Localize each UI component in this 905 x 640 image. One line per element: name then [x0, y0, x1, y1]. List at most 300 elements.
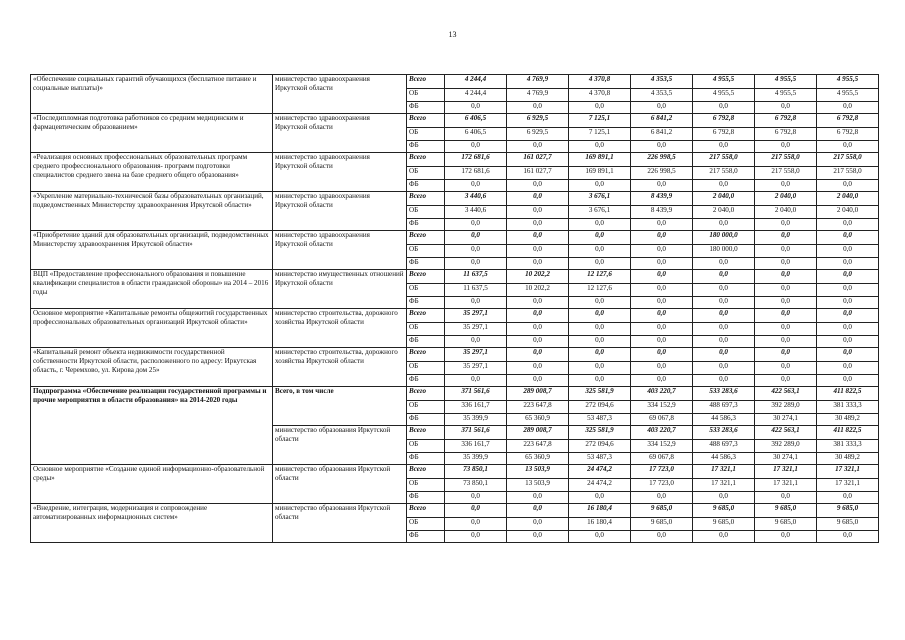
table-row [31, 348, 879, 362]
amount-cell: 223 647,8 [507, 401, 569, 414]
executor-cell: министерство образования Иркутской области [273, 465, 407, 504]
table-row [31, 270, 879, 284]
funding-type-cell: ФБ [407, 531, 445, 543]
funding-type-cell: ФБ [407, 141, 445, 153]
amount-cell: 0,0 [817, 309, 879, 323]
amount-cell: 226 998,5 [631, 153, 693, 167]
page-number: 13 [448, 30, 457, 39]
amount-cell: 73 850,1 [445, 465, 507, 479]
amount-cell: 35 399,9 [445, 414, 507, 426]
amount-cell: 4 955,5 [693, 75, 755, 89]
amount-cell: 53 487,3 [569, 414, 631, 426]
amount-cell: 0,0 [507, 245, 569, 258]
executor-cell: министерство образования Иркутской области [273, 426, 407, 465]
funding-type-cell: ОБ [407, 284, 445, 297]
amount-cell: 0,0 [817, 102, 879, 114]
amount-cell: 272 094,6 [569, 401, 631, 414]
activity-name-cell: «Внедрение, интеграция, модернизация и сопровождение автоматизированных информационных систем» [31, 504, 273, 543]
amount-cell: 3 440,6 [445, 192, 507, 206]
amount-cell: 0,0 [569, 219, 631, 231]
amount-cell: 0,0 [507, 492, 569, 504]
amount-cell: 0,0 [693, 102, 755, 114]
amount-cell: 336 161,7 [445, 440, 507, 453]
amount-cell: 0,0 [507, 231, 569, 245]
amount-cell: 0,0 [817, 375, 879, 387]
funding-type-cell: Всего [407, 387, 445, 401]
funding-type-cell: Всего [407, 348, 445, 362]
amount-cell: 0,0 [569, 258, 631, 270]
amount-cell: 9 685,0 [631, 504, 693, 518]
activity-name-cell: Основное мероприятие «Капитальные ремонты общежитий государственных профессиональных образовательных организаций Иркутской области» [31, 309, 273, 348]
funding-type-cell: ФБ [407, 219, 445, 231]
funding-type-cell: ФБ [407, 180, 445, 192]
amount-cell: 422 563,1 [755, 426, 817, 440]
amount-cell: 9 685,0 [817, 504, 879, 518]
amount-cell: 172 681,6 [445, 153, 507, 167]
executor-cell: министерство здравоохранения Иркутской области [273, 75, 407, 114]
amount-cell: 4 244,4 [445, 89, 507, 102]
amount-cell: 0,0 [693, 531, 755, 543]
amount-cell: 0,0 [755, 348, 817, 362]
amount-cell: 533 283,6 [693, 426, 755, 440]
amount-cell: 0,0 [631, 270, 693, 284]
executor-cell: министерство здравоохранения Иркутской области [273, 114, 407, 153]
amount-cell: 0,0 [445, 336, 507, 348]
funding-type-cell: Всего [407, 426, 445, 440]
funding-type-cell: Всего [407, 465, 445, 479]
executor-cell: министерство здравоохранения Иркутской области [273, 192, 407, 231]
subprogram-name-cell: Подпрограмма «Обеспечение реализации государственной программы и прочие мероприятия в области образования» на 2014-2020 годы [31, 387, 273, 465]
activity-name-cell: «Реализация основных профессиональных образовательных программ среднего профессионального образования- программ подготовки специалистов среднего звена на базе среднего общего образования» [31, 153, 273, 192]
amount-cell: 0,0 [631, 362, 693, 375]
funding-type-cell: Всего [407, 270, 445, 284]
amount-cell: 35 297,1 [445, 362, 507, 375]
amount-cell: 0,0 [755, 362, 817, 375]
funding-type-cell: ФБ [407, 297, 445, 309]
amount-cell: 35 297,1 [445, 348, 507, 362]
amount-cell: 12 127,6 [569, 284, 631, 297]
amount-cell: 0,0 [631, 284, 693, 297]
amount-cell: 0,0 [755, 284, 817, 297]
amount-cell: 4 955,5 [693, 89, 755, 102]
amount-cell: 6 792,8 [817, 128, 879, 141]
amount-cell: 0,0 [507, 504, 569, 518]
amount-cell: 217 558,0 [817, 153, 879, 167]
amount-cell: 3 676,1 [569, 192, 631, 206]
amount-cell: 2 040,0 [755, 206, 817, 219]
amount-cell: 0,0 [693, 309, 755, 323]
amount-cell: 35 399,9 [445, 453, 507, 465]
amount-cell: 30 489,2 [817, 414, 879, 426]
amount-cell: 53 487,3 [569, 453, 631, 465]
amount-cell: 0,0 [445, 141, 507, 153]
amount-cell: 6 841,2 [631, 114, 693, 128]
amount-cell: 13 503,9 [507, 479, 569, 492]
amount-cell: 172 681,6 [445, 167, 507, 180]
amount-cell: 325 581,9 [569, 387, 631, 401]
amount-cell: 0,0 [755, 336, 817, 348]
amount-cell: 69 067,8 [631, 414, 693, 426]
amount-cell: 17 321,1 [693, 465, 755, 479]
amount-cell: 371 561,6 [445, 387, 507, 401]
amount-cell: 0,0 [631, 531, 693, 543]
amount-cell: 9 685,0 [693, 518, 755, 531]
amount-cell: 0,0 [817, 323, 879, 336]
amount-cell: 6 929,5 [507, 114, 569, 128]
amount-cell: 0,0 [507, 309, 569, 323]
funding-type-cell: Всего [407, 309, 445, 323]
amount-cell: 12 127,6 [569, 270, 631, 284]
amount-cell: 0,0 [693, 336, 755, 348]
amount-cell: 0,0 [693, 180, 755, 192]
amount-cell: 4 353,5 [631, 75, 693, 89]
funding-type-cell: ФБ [407, 336, 445, 348]
amount-cell: 4 955,5 [817, 75, 879, 89]
amount-cell: 0,0 [631, 348, 693, 362]
amount-cell: 0,0 [693, 362, 755, 375]
amount-cell: 0,0 [569, 336, 631, 348]
amount-cell: 0,0 [445, 531, 507, 543]
amount-cell: 0,0 [507, 219, 569, 231]
amount-cell: 0,0 [507, 141, 569, 153]
amount-cell: 0,0 [631, 102, 693, 114]
amount-cell: 0,0 [631, 375, 693, 387]
amount-cell: 0,0 [817, 141, 879, 153]
table-row [31, 75, 879, 89]
funding-type-cell: ФБ [407, 492, 445, 504]
funding-type-cell: ОБ [407, 128, 445, 141]
amount-cell: 2 040,0 [755, 192, 817, 206]
funding-type-cell: ОБ [407, 206, 445, 219]
amount-cell: 0,0 [569, 231, 631, 245]
amount-cell: 0,0 [569, 362, 631, 375]
amount-cell: 4 769,9 [507, 75, 569, 89]
amount-cell: 0,0 [817, 336, 879, 348]
amount-cell: 0,0 [507, 192, 569, 206]
amount-cell: 0,0 [817, 297, 879, 309]
amount-cell: 0,0 [631, 219, 693, 231]
amount-cell: 289 008,7 [507, 387, 569, 401]
amount-cell: 0,0 [755, 375, 817, 387]
funding-type-cell: Всего [407, 75, 445, 89]
amount-cell: 9 685,0 [693, 504, 755, 518]
amount-cell: 0,0 [631, 492, 693, 504]
amount-cell: 0,0 [631, 258, 693, 270]
amount-cell: 9 685,0 [631, 518, 693, 531]
funding-type-cell: Всего [407, 504, 445, 518]
amount-cell: 17 321,1 [693, 479, 755, 492]
amount-cell: 4 353,5 [631, 89, 693, 102]
amount-cell: 2 040,0 [693, 206, 755, 219]
amount-cell: 9 685,0 [755, 518, 817, 531]
amount-cell: 217 558,0 [693, 167, 755, 180]
amount-cell: 30 489,2 [817, 453, 879, 465]
amount-cell: 44 586,3 [693, 453, 755, 465]
activity-name-cell: «Приобретение зданий для образовательных организаций, подведомственных Министерству здравоохранения Иркутской области» [31, 231, 273, 270]
executor-cell: министерство строительства, дорожного хозяйства Иркутской области [273, 348, 407, 387]
amount-cell: 24 474,2 [569, 465, 631, 479]
amount-cell: 403 220,7 [631, 387, 693, 401]
amount-cell: 4 370,8 [569, 75, 631, 89]
executor-cell: министерство здравоохранения Иркутской области [273, 153, 407, 192]
amount-cell: 73 850,1 [445, 479, 507, 492]
amount-cell: 69 067,8 [631, 453, 693, 465]
funding-type-cell: ФБ [407, 258, 445, 270]
funding-type-cell: ОБ [407, 167, 445, 180]
amount-cell: 4 955,5 [755, 75, 817, 89]
amount-cell: 16 180,4 [569, 504, 631, 518]
amount-cell: 0,0 [817, 219, 879, 231]
funding-type-cell: ОБ [407, 89, 445, 102]
amount-cell: 10 202,2 [507, 270, 569, 284]
amount-cell: 35 297,1 [445, 323, 507, 336]
amount-cell: 7 125,1 [569, 114, 631, 128]
amount-cell: 0,0 [507, 362, 569, 375]
amount-cell: 8 439,9 [631, 192, 693, 206]
amount-cell: 2 040,0 [817, 206, 879, 219]
amount-cell: 0,0 [445, 492, 507, 504]
amount-cell: 3 676,1 [569, 206, 631, 219]
amount-cell: 10 202,2 [507, 284, 569, 297]
amount-cell: 0,0 [755, 531, 817, 543]
amount-cell: 30 274,1 [755, 453, 817, 465]
amount-cell: 0,0 [569, 180, 631, 192]
amount-cell: 0,0 [507, 518, 569, 531]
amount-cell: 0,0 [445, 375, 507, 387]
amount-cell: 223 647,8 [507, 440, 569, 453]
amount-cell: 4 955,5 [817, 89, 879, 102]
amount-cell: 35 297,1 [445, 309, 507, 323]
table-row [31, 192, 879, 206]
amount-cell: 0,0 [693, 323, 755, 336]
amount-cell: 0,0 [755, 492, 817, 504]
amount-cell: 17 723,0 [631, 479, 693, 492]
amount-cell: 0,0 [755, 309, 817, 323]
amount-cell: 0,0 [631, 297, 693, 309]
amount-cell: 0,0 [569, 492, 631, 504]
amount-cell: 180 000,0 [693, 231, 755, 245]
activity-name-cell: «Обеспечение социальных гарантий обучающихся (бесплатное питание и социальные выплаты)» [31, 75, 273, 114]
amount-cell: 2 040,0 [817, 192, 879, 206]
amount-cell: 226 998,5 [631, 167, 693, 180]
amount-cell: 6 406,5 [445, 128, 507, 141]
amount-cell: 17 321,1 [755, 465, 817, 479]
amount-cell: 0,0 [817, 348, 879, 362]
amount-cell: 0,0 [755, 297, 817, 309]
amount-cell: 217 558,0 [817, 167, 879, 180]
amount-cell: 0,0 [693, 270, 755, 284]
amount-cell: 3 440,6 [445, 206, 507, 219]
funding-type-cell: ОБ [407, 479, 445, 492]
amount-cell: 0,0 [693, 297, 755, 309]
amount-cell: 161 027,7 [507, 153, 569, 167]
amount-cell: 0,0 [507, 297, 569, 309]
amount-cell: 0,0 [445, 219, 507, 231]
amount-cell: 488 697,3 [693, 440, 755, 453]
table-row [31, 153, 879, 167]
amount-cell: 0,0 [631, 180, 693, 192]
amount-cell: 17 723,0 [631, 465, 693, 479]
amount-cell: 0,0 [755, 258, 817, 270]
amount-cell: 0,0 [817, 284, 879, 297]
funding-type-cell: ОБ [407, 518, 445, 531]
executor-cell: министерство имущественных отношений Иркутской области [273, 270, 407, 309]
amount-cell: 0,0 [755, 219, 817, 231]
amount-cell: 0,0 [569, 141, 631, 153]
table-row [31, 231, 879, 245]
amount-cell: 0,0 [569, 245, 631, 258]
amount-cell: 0,0 [755, 245, 817, 258]
amount-cell: 0,0 [817, 258, 879, 270]
amount-cell: 217 558,0 [755, 167, 817, 180]
amount-cell: 4 244,4 [445, 75, 507, 89]
amount-cell: 0,0 [445, 180, 507, 192]
activity-name-cell: «Последипломная подготовка работников со средним медицинским и фармацевтическим образованием» [31, 114, 273, 153]
amount-cell: 2 040,0 [693, 192, 755, 206]
amount-cell: 0,0 [817, 531, 879, 543]
funding-type-cell: ОБ [407, 440, 445, 453]
funding-type-cell: ФБ [407, 453, 445, 465]
amount-cell: 0,0 [507, 336, 569, 348]
amount-cell: 0,0 [445, 518, 507, 531]
activity-name-cell: Основное мероприятие «Создание единой информационно-образовательной среды» [31, 465, 273, 504]
amount-cell: 371 561,6 [445, 426, 507, 440]
amount-cell: 17 321,1 [755, 479, 817, 492]
amount-cell: 0,0 [693, 375, 755, 387]
budget-table [30, 74, 879, 543]
amount-cell: 11 637,5 [445, 284, 507, 297]
amount-cell: 0,0 [693, 492, 755, 504]
amount-cell: 325 581,9 [569, 426, 631, 440]
amount-cell: 381 333,3 [817, 440, 879, 453]
amount-cell: 9 685,0 [817, 518, 879, 531]
amount-cell: 169 891,1 [569, 153, 631, 167]
amount-cell: 16 180,4 [569, 518, 631, 531]
amount-cell: 0,0 [693, 141, 755, 153]
amount-cell: 0,0 [693, 258, 755, 270]
amount-cell: 0,0 [755, 270, 817, 284]
amount-cell: 0,0 [445, 102, 507, 114]
executor-cell: министерство здравоохранения Иркутской области [273, 231, 407, 270]
amount-cell: 488 697,3 [693, 401, 755, 414]
amount-cell: 17 321,1 [817, 479, 879, 492]
amount-cell: 0,0 [631, 323, 693, 336]
executor-cell: Всего, в том числе [273, 387, 407, 426]
amount-cell: 65 360,9 [507, 453, 569, 465]
table-row [31, 504, 879, 518]
amount-cell: 0,0 [569, 375, 631, 387]
table-row [31, 387, 879, 401]
amount-cell: 0,0 [445, 231, 507, 245]
amount-cell: 6 792,8 [817, 114, 879, 128]
funding-type-cell: Всего [407, 192, 445, 206]
amount-cell: 0,0 [817, 180, 879, 192]
amount-cell: 4 769,9 [507, 89, 569, 102]
amount-cell: 411 822,5 [817, 426, 879, 440]
amount-cell: 8 439,9 [631, 206, 693, 219]
amount-cell: 7 125,1 [569, 128, 631, 141]
amount-cell: 0,0 [817, 231, 879, 245]
amount-cell: 6 841,2 [631, 128, 693, 141]
funding-type-cell: Всего [407, 153, 445, 167]
amount-cell: 533 283,6 [693, 387, 755, 401]
amount-cell: 0,0 [569, 348, 631, 362]
amount-cell: 392 289,0 [755, 401, 817, 414]
executor-cell: министерство строительства, дорожного хозяйства Иркутской области [273, 309, 407, 348]
amount-cell: 0,0 [569, 309, 631, 323]
amount-cell: 0,0 [569, 531, 631, 543]
amount-cell: 30 274,1 [755, 414, 817, 426]
activity-name-cell: «Капитальный ремонт объекта недвижимости государственной собственности Иркутской области, расположенного по адресу: Иркутская область, г. Черемхово, ул. Кирова дом 25» [31, 348, 273, 387]
amount-cell: 9 685,0 [755, 504, 817, 518]
amount-cell: 0,0 [755, 102, 817, 114]
amount-cell: 44 586,3 [693, 414, 755, 426]
amount-cell: 13 503,9 [507, 465, 569, 479]
funding-type-cell: ОБ [407, 401, 445, 414]
budget-table-body [31, 75, 879, 543]
amount-cell: 0,0 [445, 504, 507, 518]
amount-cell: 336 161,7 [445, 401, 507, 414]
funding-type-cell: ОБ [407, 245, 445, 258]
table-row [31, 465, 879, 479]
amount-cell: 392 289,0 [755, 440, 817, 453]
funding-type-cell: ОБ [407, 323, 445, 336]
amount-cell: 0,0 [693, 219, 755, 231]
amount-cell: 411 822,5 [817, 387, 879, 401]
amount-cell: 0,0 [817, 362, 879, 375]
amount-cell: 334 152,9 [631, 401, 693, 414]
table-row [31, 114, 879, 128]
amount-cell: 0,0 [569, 102, 631, 114]
amount-cell: 180 000,0 [693, 245, 755, 258]
amount-cell: 0,0 [445, 245, 507, 258]
amount-cell: 6 406,5 [445, 114, 507, 128]
amount-cell: 0,0 [755, 141, 817, 153]
amount-cell: 0,0 [631, 309, 693, 323]
amount-cell: 0,0 [445, 297, 507, 309]
funding-type-cell: ФБ [407, 414, 445, 426]
amount-cell: 0,0 [507, 323, 569, 336]
amount-cell: 0,0 [631, 336, 693, 348]
amount-cell: 0,0 [507, 180, 569, 192]
amount-cell: 6 792,8 [755, 128, 817, 141]
funding-type-cell: ФБ [407, 102, 445, 114]
amount-cell: 0,0 [507, 348, 569, 362]
funding-type-cell: Всего [407, 231, 445, 245]
amount-cell: 0,0 [507, 258, 569, 270]
amount-cell: 169 891,1 [569, 167, 631, 180]
amount-cell: 0,0 [631, 245, 693, 258]
amount-cell: 0,0 [631, 141, 693, 153]
executor-cell: министерство образования Иркутской области [273, 504, 407, 543]
amount-cell: 6 792,8 [755, 114, 817, 128]
amount-cell: 217 558,0 [693, 153, 755, 167]
amount-cell: 4 370,8 [569, 89, 631, 102]
amount-cell: 0,0 [755, 180, 817, 192]
amount-cell: 0,0 [569, 297, 631, 309]
amount-cell: 289 008,7 [507, 426, 569, 440]
amount-cell: 0,0 [569, 323, 631, 336]
amount-cell: 0,0 [755, 231, 817, 245]
amount-cell: 6 792,8 [693, 128, 755, 141]
table-row [31, 309, 879, 323]
amount-cell: 422 563,1 [755, 387, 817, 401]
amount-cell: 6 792,8 [693, 114, 755, 128]
amount-cell: 334 152,9 [631, 440, 693, 453]
amount-cell: 217 558,0 [755, 153, 817, 167]
amount-cell: 24 474,2 [569, 479, 631, 492]
amount-cell: 4 955,5 [755, 89, 817, 102]
